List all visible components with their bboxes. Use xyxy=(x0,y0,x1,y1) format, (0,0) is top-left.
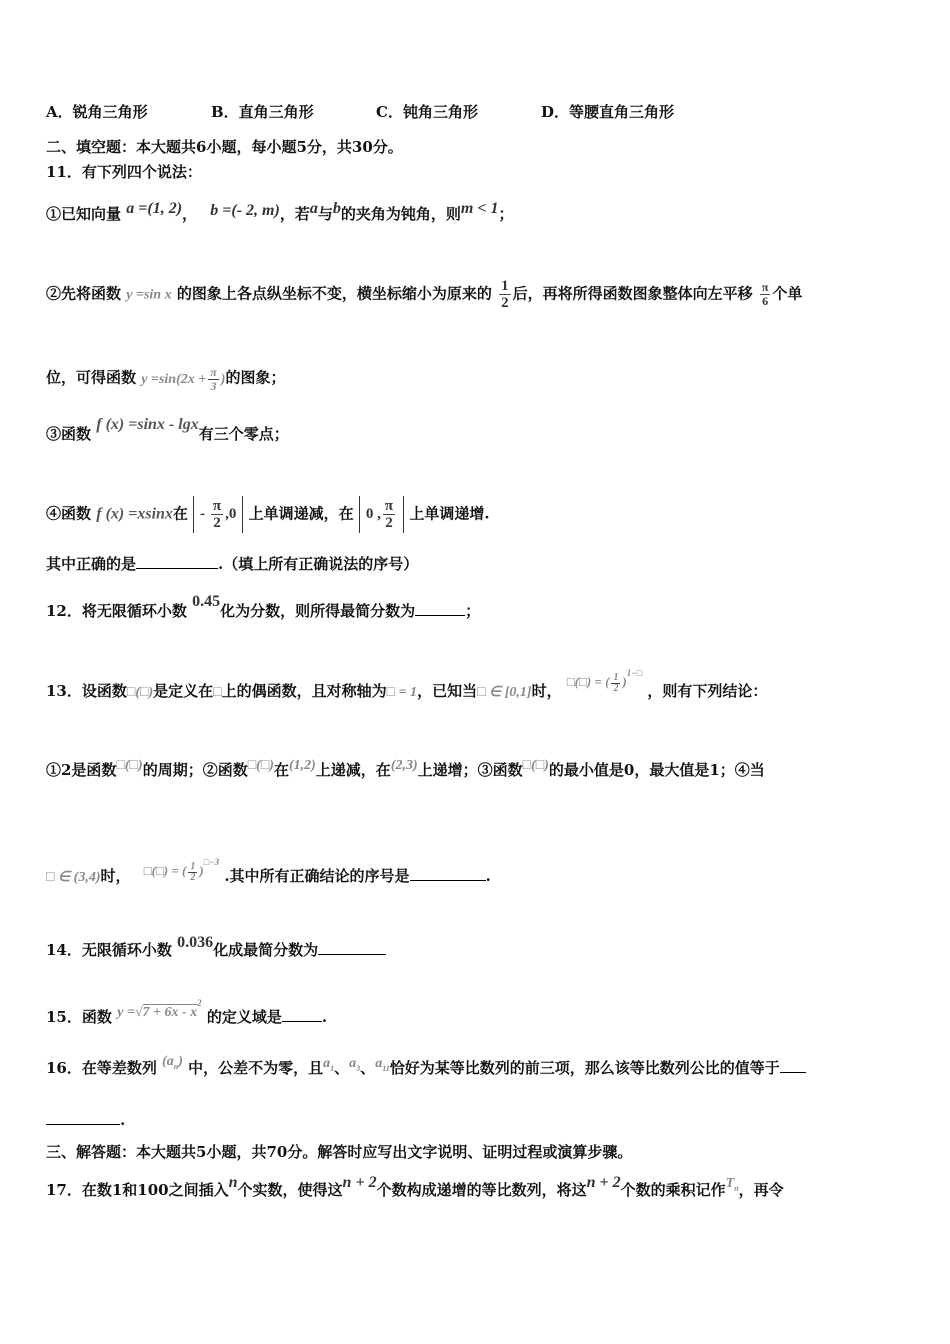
q11-statement-1: ①已知向量 a =(1, 2)， b =(- 2, m)，若a与b的夹角为钝角，则m < 1； xyxy=(46,200,514,223)
choice-options xyxy=(46,102,674,122)
function-sinx-lgx: f (x) =sinx - lgx xyxy=(96,416,199,433)
answer-blank[interactable] xyxy=(410,866,486,881)
answer-blank[interactable] xyxy=(282,1007,322,1022)
sequence-an: $(a_n)$ xyxy=(162,1054,183,1071)
q11-ending: 其中正确的是 .（填上所有正确说法的序号） xyxy=(46,555,419,573)
function-sin-2x: y =sin(2x + $\frac{\pi}{3}$ ) xyxy=(141,365,226,393)
piecewise-fx-2: □(□) = ( $\frac{1}{2}$ )$^{□-3}$ xyxy=(143,857,220,883)
interval-neg-pi2-0: - $\frac{\pi}{2}$ ,0 xyxy=(193,496,243,533)
q17: 17．在数1和100之间插入n个实数，使得这n + 2个数构成递增的等比数列，将这n + 2个数的乘积记作$T_n$，再令 xyxy=(46,1174,784,1199)
interval-2-3: (2,3) xyxy=(390,758,418,773)
q11-statement-3: ③函数 f (x) =sinx - lgx有三个零点； xyxy=(46,416,289,443)
condition-expr: m < 1 xyxy=(460,200,499,217)
q12: 12．将无限循环小数 0.45化为分数，则所得最简分数为 ； xyxy=(46,593,481,620)
q14: 14．无限循环小数 0.036化成最简分数为 xyxy=(46,940,386,961)
piecewise-fx: □(□) = ( $\frac{1}{2}$ )$^{1-□}$ xyxy=(566,668,643,694)
answer-blank[interactable] xyxy=(780,1058,806,1073)
function-xsinx: f (x) =xsinx xyxy=(96,505,173,523)
q13-line-2: ①2是函数□(□)的周期；②函数□(□)在(1,2)上递减，在(2,3)上递增；③函数□(□)的最小值是0，最大值是1；④当 xyxy=(46,758,765,779)
vector-a-expr: a =(1, 2) xyxy=(126,200,183,217)
option-b: B．直角三角形 xyxy=(211,103,314,121)
q15: 15．函数 $y =√7 + 6x - x^2$ 的定义域是 . xyxy=(46,998,328,1026)
q16: 16．在等差数列 $(a_n)$ 中，公差不为零，且$a_1$、$a_3$、$a_{11}$恰好为某等比数列的前三项，那么该等比数列公比的值等于 xyxy=(46,1058,806,1085)
interval-1-2: (1,2) xyxy=(288,758,316,773)
q11-statement-2-cont: 位，可得函数 y =sin(2x + $\frac{\pi}{3}$ )的图象； xyxy=(46,365,286,393)
q11-intro: 11．有下列四个说法： xyxy=(46,163,202,181)
function-sqrt: $y =√7 + 6x - x^2$ xyxy=(117,998,202,1020)
repeating-decimal-045: 0.45 xyxy=(192,593,221,610)
function-y-sinx: y =sin x xyxy=(126,287,172,303)
fraction-one-half: $\frac{1}{2}$ xyxy=(501,278,509,311)
q11-statement-2: ②先将函数 y =sin x 的图象上各点纵坐标不变，横坐标缩小为原来的 $\frac{1}{2}$ 后，再将所得函数图象整体向左平移 $\frac{\pi}{6}$ 个单 xyxy=(46,278,803,311)
q13-line-1: 13．设函数□(□)是定义在□上的偶函数，且对称轴为□ = 1，已知当□ ∈ [0,1]时， □(□) = ( $\frac{1}{2}$ )$^{1-□}$ ，则有下列结论： xyxy=(46,668,768,700)
option-c: C．钝角三角形 xyxy=(376,103,478,121)
answer-blank[interactable] xyxy=(136,554,218,569)
domain-0-1: □ ∈ [0,1] xyxy=(477,685,532,700)
option-d: D．等腰直角三角形 xyxy=(541,103,675,121)
q16-cont: . xyxy=(46,1110,125,1130)
answer-blank[interactable] xyxy=(318,940,386,955)
vector-b-expr: b =(- 2, m) xyxy=(210,202,280,219)
section-heading-solutions: 三、解答题：本大题共5小题，共70分。解答时应写出文字说明、证明过程或演算步骤。 xyxy=(46,1143,633,1161)
repeating-decimal-036: 0.036 xyxy=(177,934,214,951)
fraction-pi-6: $\frac{\pi}{6}$ xyxy=(761,280,769,308)
symmetry-axis: □ = 1 xyxy=(386,685,418,700)
answer-blank[interactable] xyxy=(415,601,465,616)
interval-0-pi2: 0 , $\frac{\pi}{2}$ xyxy=(359,496,404,533)
answer-blank[interactable] xyxy=(46,1110,120,1125)
section-heading-fill-blank: 二、填空题：本大题共6小题，每小题5分，共30分。 xyxy=(46,138,403,156)
option-a: A．锐角三角形 xyxy=(46,103,148,121)
q11-statement-4: ④函数 f (x) =xsinx在 - $\frac{\pi}{2}$ ,0 上单调递减，在 0 , $\frac{\pi}{2}$ 上单调递增. xyxy=(46,498,490,531)
domain-3-4: □ ∈ (3,4) xyxy=(46,870,101,885)
q13-line-3: □ ∈ (3,4)时， □(□) = ( $\frac{1}{2}$ )$^{□-3}$ .其中所有正确结论的序号是 . xyxy=(46,857,491,885)
